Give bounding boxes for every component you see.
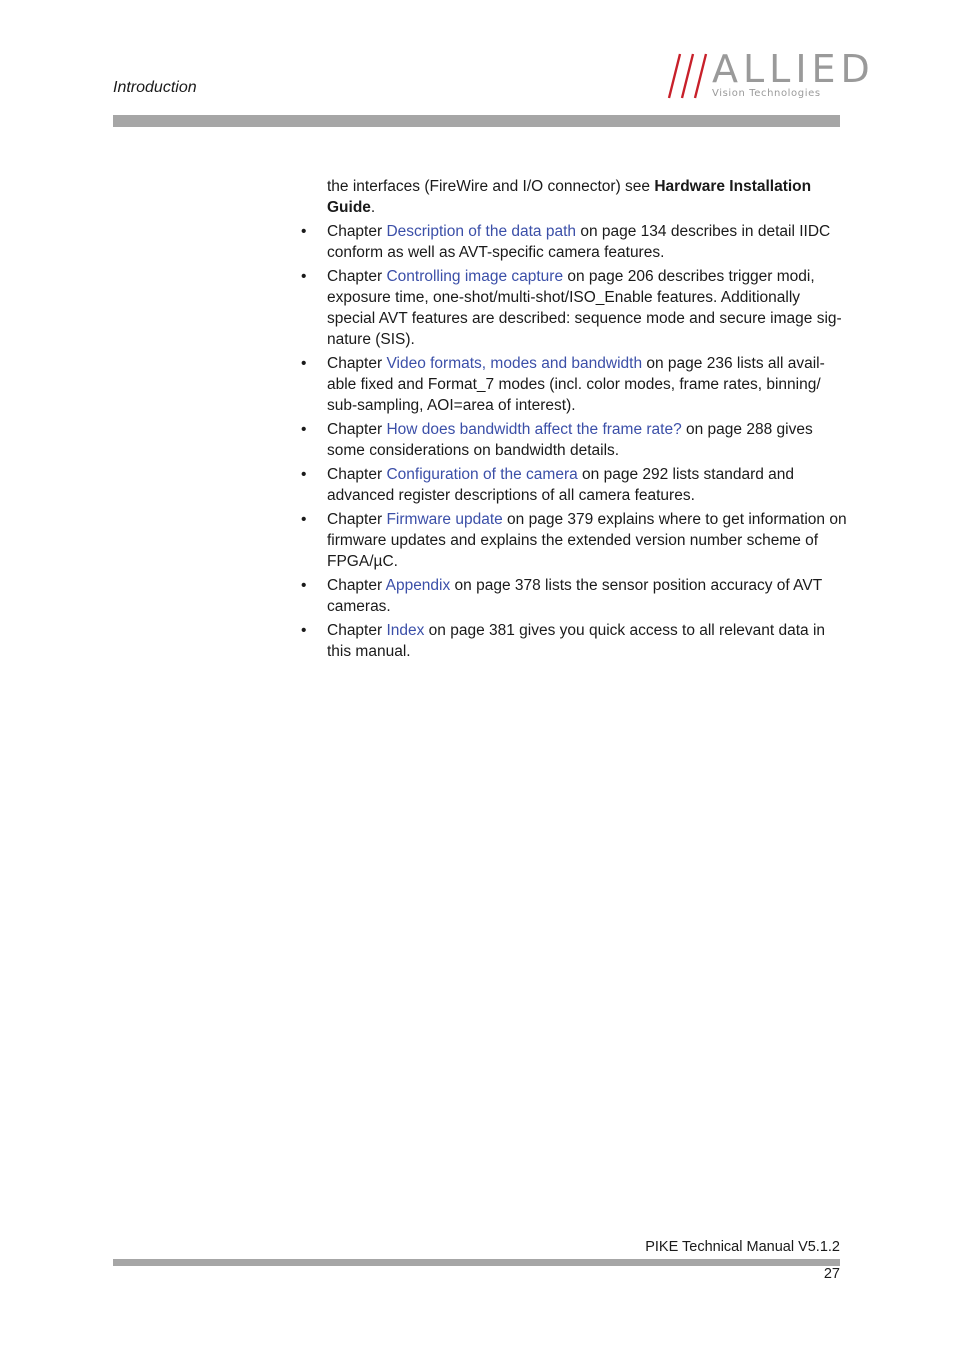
hardware-guide-reference: Hardware Installation Guide xyxy=(327,178,812,216)
item-prefix: Chapter xyxy=(327,268,387,285)
item-text: on page 381 gives you quick access to all relevant data in this manual. xyxy=(327,622,826,660)
chapter-link[interactable]: Description of the data path xyxy=(386,223,577,240)
logo-wordmark: ALLIED xyxy=(712,47,875,91)
chapter-link[interactable]: Configuration of the camera xyxy=(386,466,578,483)
chapter-list xyxy=(301,221,847,662)
bullet: • xyxy=(301,577,307,594)
header-rule xyxy=(113,115,840,127)
item-prefix: Chapter xyxy=(327,223,387,240)
bullet: • xyxy=(301,223,307,240)
item-prefix: Chapter xyxy=(327,421,387,438)
page-body xyxy=(301,176,847,665)
logo-tagline: Vision Technologies xyxy=(712,88,821,99)
logo-slashes-icon xyxy=(666,52,710,100)
list-item xyxy=(301,620,847,662)
list-item xyxy=(301,575,847,617)
chapter-link[interactable]: Appendix xyxy=(385,577,451,594)
running-header-section: Introduction xyxy=(113,79,197,96)
allied-logo xyxy=(666,47,875,102)
item-prefix: Chapter xyxy=(327,511,387,528)
list-item xyxy=(301,353,847,416)
bullet: • xyxy=(301,466,307,483)
item-prefix: Chapter xyxy=(327,622,387,639)
bullet: • xyxy=(301,355,307,372)
intro-end: . xyxy=(370,199,376,216)
item-text: on page 206 describes trigger modi, exposure time, one-shot/multi-shot/ISO_Enable features. Additionally special AVT features are described: sequence mode and secure image sig-nature (SIS). xyxy=(327,268,842,348)
chapter-link[interactable]: Controlling image capture xyxy=(386,268,564,285)
bullet: • xyxy=(301,622,307,639)
list-item xyxy=(301,266,847,350)
bullet: • xyxy=(301,421,307,438)
list-item xyxy=(301,509,847,572)
bullet: • xyxy=(301,268,307,285)
footer-rule xyxy=(113,1259,840,1266)
item-text: on page 379 explains where to get information on firmware updates and explains the extended version number scheme of FPGA/µC. xyxy=(327,511,847,570)
item-prefix: Chapter xyxy=(327,466,387,483)
item-text: on page 236 lists all avail-able fixed and Format_7 modes (incl. color modes, frame rates, binning/ sub-sampling, AOI=area of interest). xyxy=(327,355,825,414)
chapter-link[interactable]: Video formats, modes and bandwidth xyxy=(386,355,643,372)
item-text: on page 378 lists the sensor position accuracy of AVT cameras. xyxy=(327,577,822,615)
list-item xyxy=(301,464,847,506)
item-text: on page 288 gives some considerations on bandwidth details. xyxy=(327,421,813,459)
footer-manual-title: PIKE Technical Manual V5.1.2 xyxy=(645,1239,840,1255)
item-text: on page 292 lists standard and advanced register descriptions of all camera features. xyxy=(327,466,795,504)
chapter-link[interactable]: How does bandwidth affect the frame rate? xyxy=(386,421,682,438)
intro-text: the interfaces (FireWire and I/O connector) see xyxy=(327,178,655,195)
page-number: 27 xyxy=(823,1266,840,1282)
bullet: • xyxy=(301,511,307,528)
chapter-link[interactable]: Index xyxy=(386,622,425,639)
item-text: on page 134 describes in detail IIDC conform as well as AVT-specific camera features. xyxy=(327,223,831,261)
list-item xyxy=(301,221,847,263)
list-item xyxy=(301,419,847,461)
chapter-link[interactable]: Firmware update xyxy=(386,511,503,528)
intro-paragraph xyxy=(327,176,847,218)
item-prefix: Chapter xyxy=(327,577,386,594)
item-prefix: Chapter xyxy=(327,355,387,372)
